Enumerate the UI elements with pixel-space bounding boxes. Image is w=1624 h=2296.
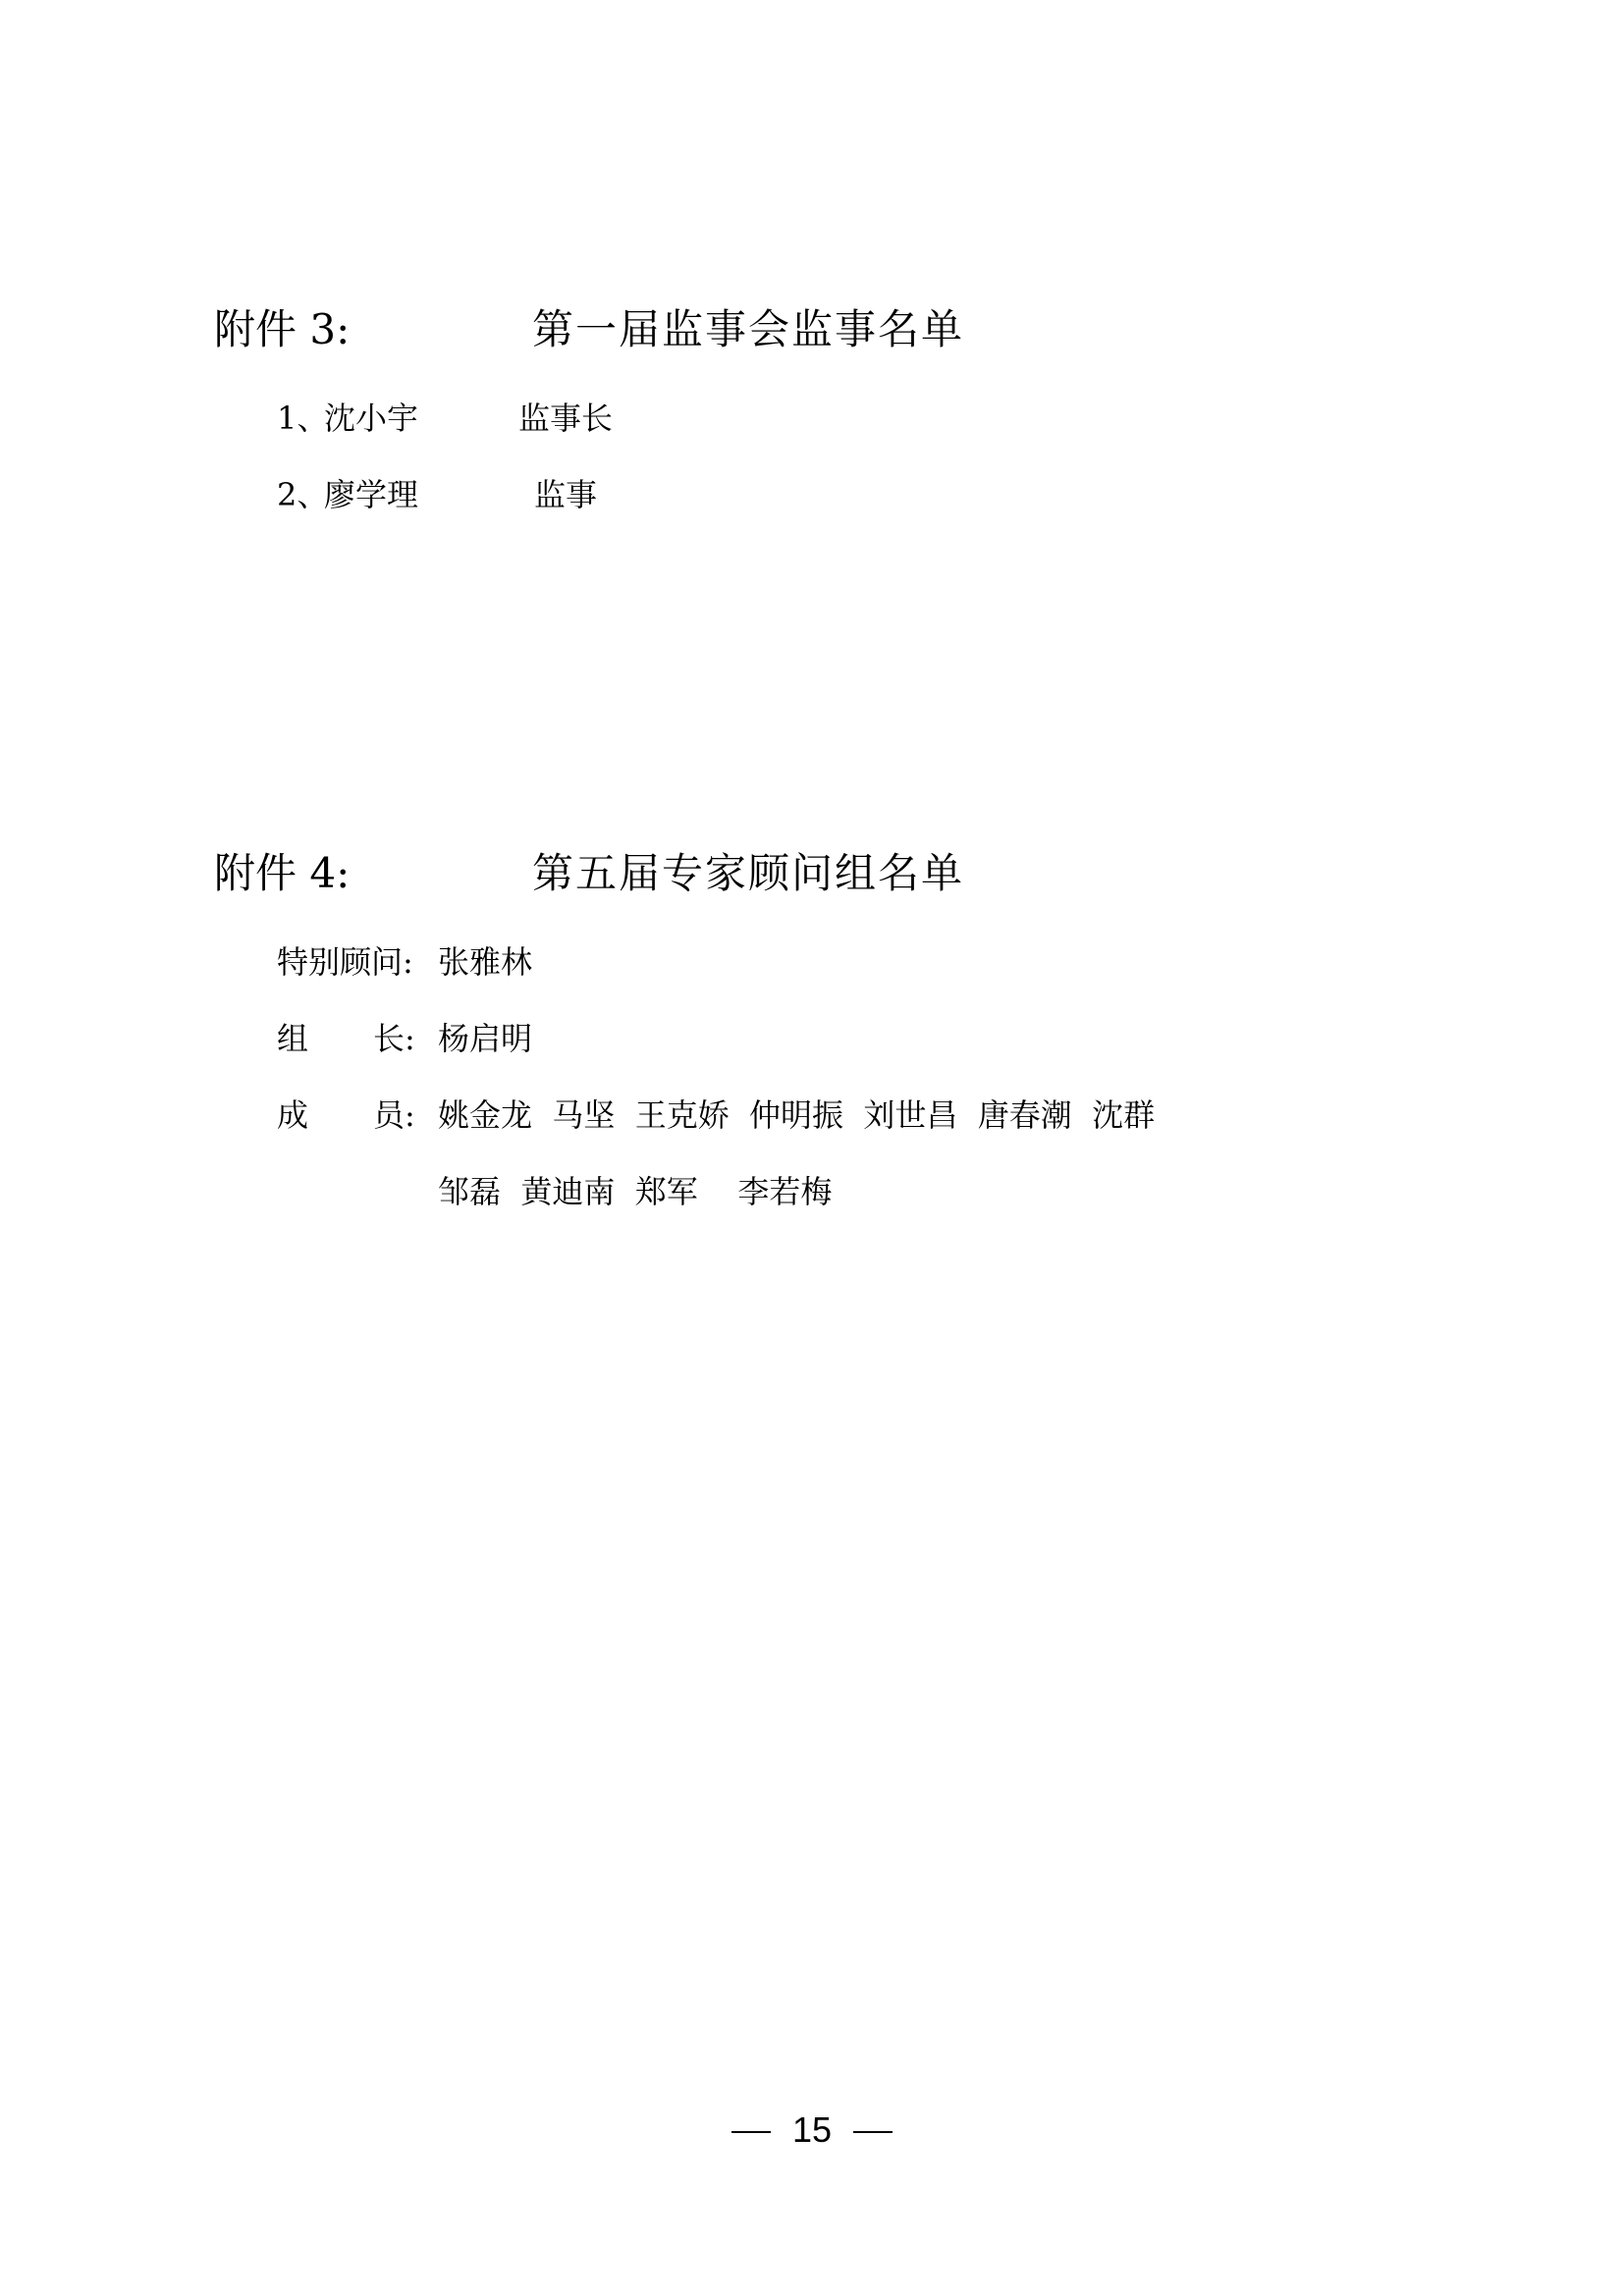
attachment-3-label: 附件 3: bbox=[214, 305, 351, 353]
members-label-b: 员: bbox=[373, 1096, 415, 1134]
page-number-value: 15 bbox=[791, 2109, 833, 2150]
members-names-line-1: 姚金龙 马坚 王克娇 仲明振 刘世昌 唐春潮 沈群 bbox=[438, 1096, 1156, 1134]
members-names-line-2: 邹磊 黄迪南 郑军 李若梅 bbox=[438, 1173, 833, 1210]
attachment-3-title: 第一届监事会监事名单 bbox=[532, 305, 965, 353]
special-advisor-label: 特别顾问: bbox=[277, 943, 413, 981]
supervisor-entry-name: 沈小宇 bbox=[324, 400, 419, 437]
supervisor-entry-index: 1、 bbox=[277, 400, 329, 437]
special-advisor-names: 张雅林 bbox=[438, 943, 533, 981]
supervisor-entry-role: 监事 bbox=[534, 476, 598, 513]
page-number-right-dash bbox=[853, 2131, 893, 2133]
group-leader-label-b: 长: bbox=[373, 1020, 415, 1057]
attachment-4-title: 第五届专家顾问组名单 bbox=[532, 849, 965, 897]
attachment-4-label: 附件 4: bbox=[214, 849, 351, 897]
supervisor-entry-index: 2、 bbox=[277, 476, 329, 513]
supervisor-entry-role: 监事长 bbox=[518, 400, 614, 437]
page-number bbox=[0, 2103, 1624, 2158]
group-leader-label-a: 组 bbox=[277, 1020, 309, 1057]
members-label-a: 成 bbox=[277, 1096, 309, 1134]
page-number-left-dash bbox=[731, 2131, 771, 2133]
group-leader-names: 杨启明 bbox=[438, 1020, 533, 1057]
supervisor-entry-name: 廖学理 bbox=[324, 476, 419, 513]
